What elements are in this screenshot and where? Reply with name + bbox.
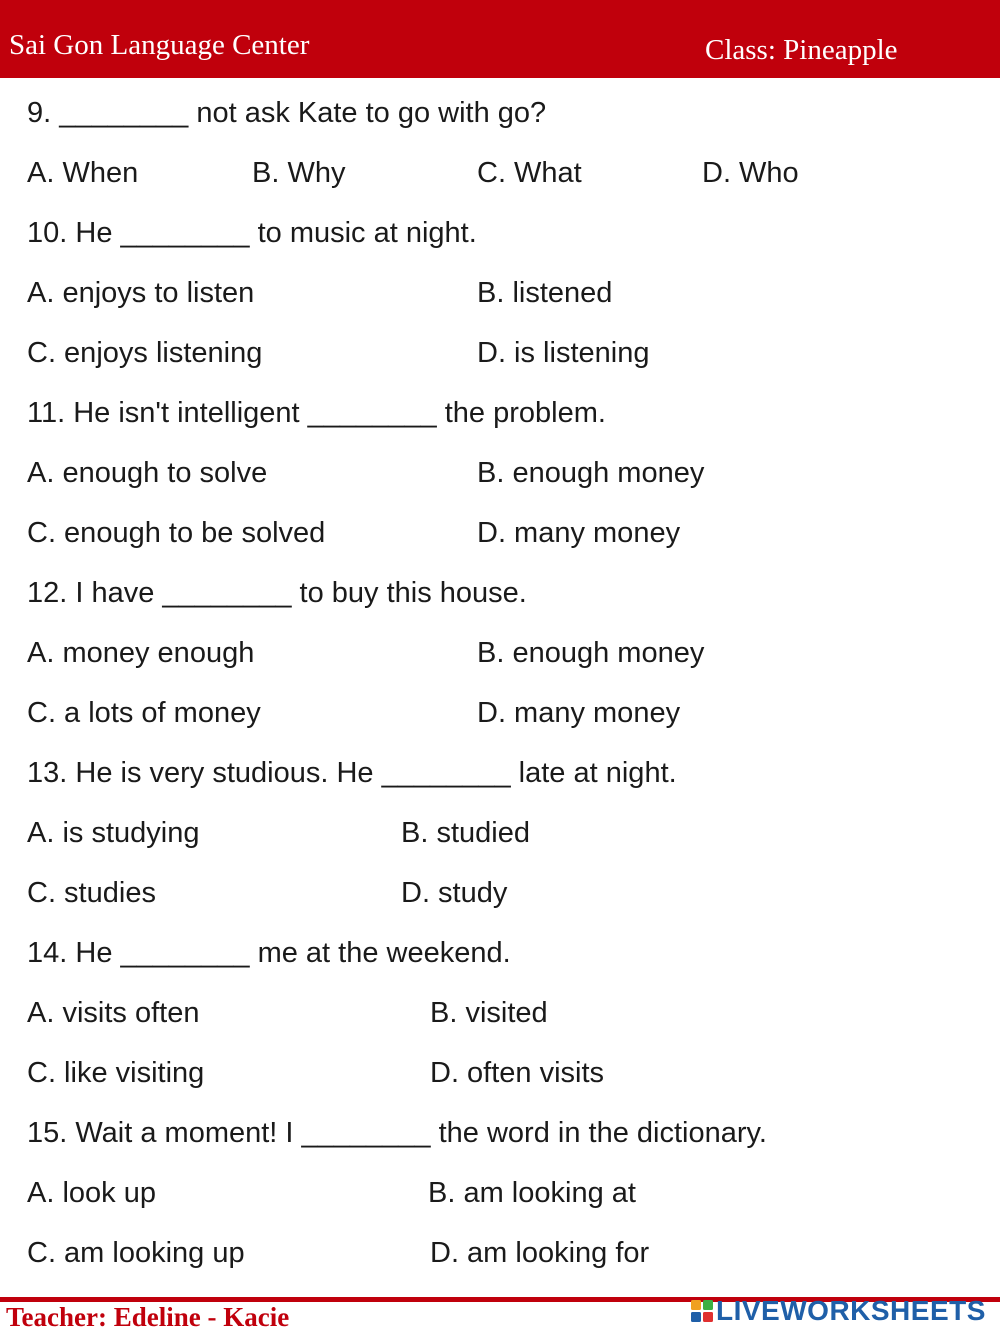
q13-option-b[interactable]: B. studied (401, 817, 530, 849)
question-14: 14. He ________ me at the weekend. (27, 937, 511, 969)
q9-option-b[interactable]: B. Why (252, 157, 346, 189)
question-11: 11. He isn't intelligent ________ the problem. (27, 397, 606, 429)
liveworksheets-logo-icon (690, 1299, 714, 1323)
question-12: 12. I have ________ to buy this house. (27, 577, 527, 609)
q12-option-c[interactable]: C. a lots of money (27, 697, 261, 729)
teacher-credit: Teacher: Edeline - Kacie (6, 1302, 290, 1332)
q15-option-a[interactable]: A. look up (27, 1177, 156, 1209)
q14-option-c[interactable]: C. like visiting (27, 1057, 205, 1089)
center-name: Sai Gon Language Center (9, 29, 310, 61)
q15-option-b[interactable]: B. am looking at (428, 1177, 636, 1209)
question-9: 9. ________ not ask Kate to go with go? (27, 97, 547, 129)
liveworksheets-logo (690, 1296, 986, 1326)
header-bar (0, 0, 1000, 78)
question-13: 13. He is very studious. He ________ late at night. (27, 757, 677, 789)
q10-option-b[interactable]: B. listened (477, 277, 613, 309)
q11-option-c[interactable]: C. enough to be solved (27, 517, 326, 549)
q12-option-d[interactable]: D. many money (477, 697, 681, 729)
question-10: 10. He ________ to music at night. (27, 217, 477, 249)
q15-option-c[interactable]: C. am looking up (27, 1237, 245, 1269)
q9-option-d[interactable]: D. Who (702, 157, 799, 189)
q10-option-c[interactable]: C. enjoys listening (27, 337, 263, 369)
q12-option-a[interactable]: A. money enough (27, 637, 255, 669)
q13-option-c[interactable]: C. studies (27, 877, 156, 909)
q11-option-a[interactable]: A. enough to solve (27, 457, 268, 489)
q14-option-b[interactable]: B. visited (430, 997, 548, 1029)
q11-option-d[interactable]: D. many money (477, 517, 681, 549)
q10-option-d[interactable]: D. is listening (477, 337, 650, 369)
question-15: 15. Wait a moment! I ________ the word in the dictionary. (27, 1117, 767, 1149)
q15-option-d[interactable]: D. am looking for (430, 1237, 650, 1269)
q14-option-d[interactable]: D. often visits (430, 1057, 605, 1089)
class-label: Class: Pineapple (705, 34, 898, 66)
q12-option-b[interactable]: B. enough money (477, 637, 705, 669)
q11-option-b[interactable]: B. enough money (477, 457, 705, 489)
q9-option-c[interactable]: C. What (477, 157, 582, 189)
q14-option-a[interactable]: A. visits often (27, 997, 200, 1029)
q9-option-a[interactable]: A. When (27, 157, 139, 189)
q13-option-a[interactable]: A. is studying (27, 817, 200, 849)
q10-option-a[interactable]: A. enjoys to listen (27, 277, 255, 309)
logo-text: LIVEWORKSHEETS (716, 1295, 986, 1326)
q13-option-d[interactable]: D. study (401, 877, 508, 909)
